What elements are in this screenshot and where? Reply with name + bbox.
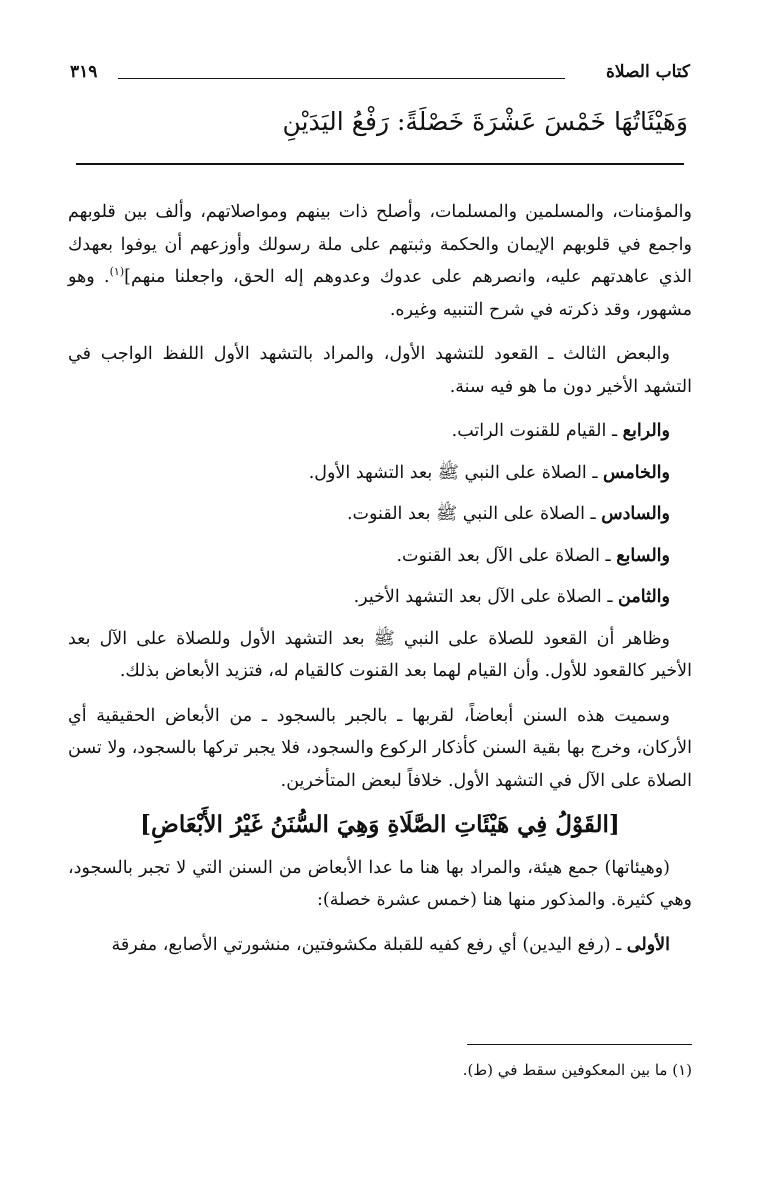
footnote-divider xyxy=(467,1044,692,1045)
section-heading: [القَوْلُ فِي هَيْئَاتِ الصَّلَاةِ وَهِيَ السُّنَنُ غَيْرُ الأَبْعَاضِ] xyxy=(140,811,620,838)
item-text: ـ الصلاة على النبي ﷺ بعد القنوت. xyxy=(346,504,602,524)
item-label: والخامس xyxy=(603,462,670,483)
item-label: والرابع xyxy=(622,421,670,441)
paragraph-text-end: . وهو مشهور، وقد ذكرته في شرح التنبيه وغيره. xyxy=(68,267,692,320)
list-item xyxy=(68,540,692,573)
list-item xyxy=(68,457,692,490)
item-text: ـ الصلاة على الآل بعد القنوت. xyxy=(396,545,617,566)
paragraph-text: والمؤمنات، والمسلمين والمسلمات، وأصلح ذات بينهم ومواصلاتهم، وألف بين قلوبهم واجمع في قلوبهم الإيمان والحكمة وثبتهم على ملة رسولك وأوزعهم أن يوفوا بعهدك الذي عاهدتهم عليه، وانصرهم على عدوك وعدوهم إله الحق، واجعلنا منهم] xyxy=(68,202,692,287)
chapter-title: كتاب الصلاة xyxy=(605,62,690,82)
paragraph xyxy=(68,929,692,962)
list-item xyxy=(68,498,692,531)
paragraph: وسميت هذه السنن أبعاضاً، لقربها ـ بالجبر بالسجود ـ من الأبعاض الحقيقية أي الأركان، وخرج بها بقية السنن كأذكار الركوع والسجود، فلا يجبر تركها بالسجود، ولا تسن الصلاة على الآل في التشهد الأول. خلافاً لبعض المتأخرين. xyxy=(68,705,692,791)
paragraph: (وهيئاتها) جمع هيئة، والمراد بها هنا ما عدا الأبعاض من السنن التي لا تجبر بالسجود، وهي كثيرة. والمذكور منها هنا (خمس عشرة خصلة): xyxy=(68,857,692,910)
item-label: والسادس xyxy=(601,504,670,524)
item-text: ـ الصلاة على النبي ﷺ بعد التشهد الأول. xyxy=(308,462,604,483)
footnote: (١) ما بين المعكوفين سقط في (ط). xyxy=(462,1061,692,1079)
item-label: الأولى xyxy=(626,934,670,955)
item-label: والثامن xyxy=(618,587,670,607)
paragraph-continuation xyxy=(68,196,692,326)
matn-divider xyxy=(76,163,684,165)
commentary-body xyxy=(68,196,692,973)
footnote-reference: (١) xyxy=(109,265,125,279)
item-text: ـ القيام للقنوت الراتب. xyxy=(451,421,623,441)
item-label: والسابع xyxy=(616,545,670,566)
paragraph-text: ـ (رفع اليدين) أي رفع كفيه للقبلة مكشوفتين، منشورتي الأصابع، مفرقة xyxy=(111,934,627,955)
running-header xyxy=(70,62,690,88)
header-rule xyxy=(118,78,565,79)
list-item xyxy=(68,581,692,614)
paragraph: والبعض الثالث ـ القعود للتشهد الأول، والمراد بالتشهد الأول اللفظ الواجب في التشهد الأخير دون ما هو فيه سنة. xyxy=(68,344,692,397)
page-number: ٣١٩ xyxy=(70,62,98,82)
paragraph: وظاهر أن القعود للصلاة على النبي ﷺ بعد التشهد الأول وللصلاة على الآل بعد الأخير كالقعود للأول. وأن القيام لهما بعد القنوت كالقيام له، فتزيد الأبعاض بذلك. xyxy=(68,628,692,681)
matn-text: وَهَيْئَاتُهَا خَمْسَ عَشْرَةَ خَصْلَةً: رَفْعُ اليَدَيْنِ xyxy=(282,107,688,136)
list-item xyxy=(68,415,692,448)
item-text: ـ الصلاة على الآل بعد التشهد الأخير. xyxy=(353,587,619,607)
